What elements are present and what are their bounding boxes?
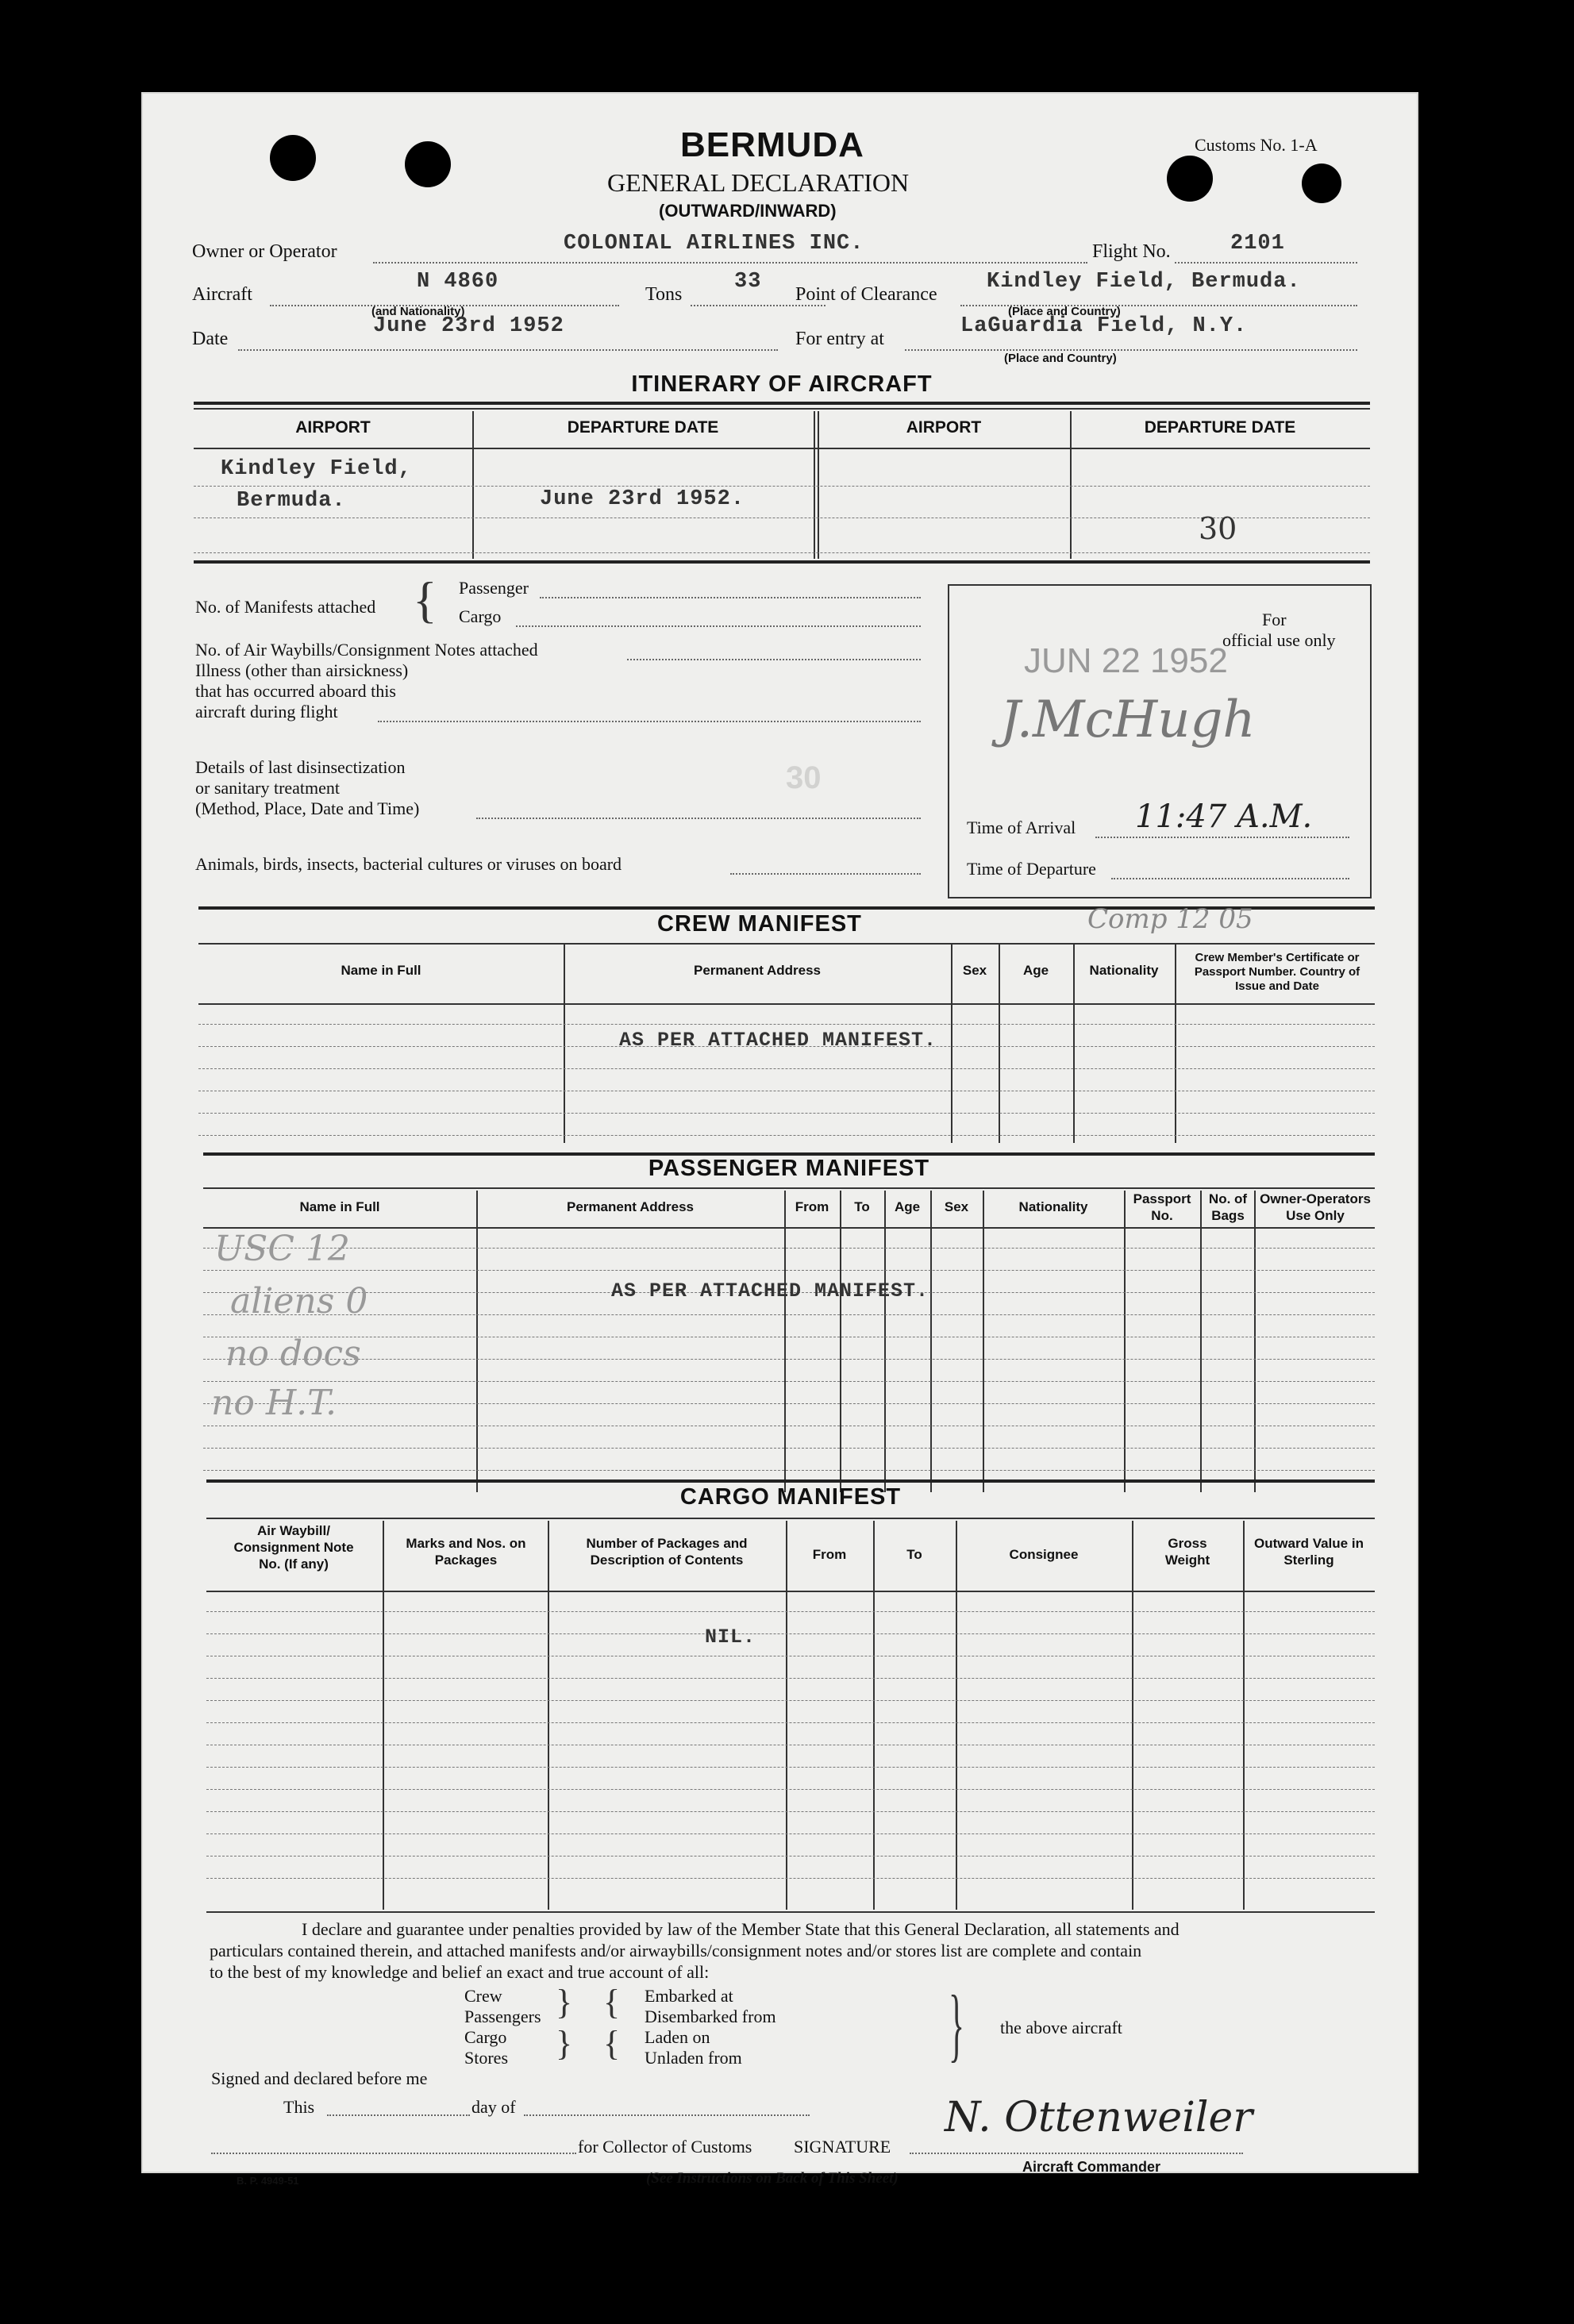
- crew-title: CREW MANIFEST: [657, 911, 862, 937]
- cargo-header-value: Outward Value in Sterling: [1254, 1536, 1364, 1568]
- cargo-title: CARGO MANIFEST: [679, 1484, 902, 1510]
- date-value: June 23rd 1952: [373, 314, 564, 338]
- cargo-header-consignee: Consignee: [1009, 1547, 1079, 1562]
- disinsect-label-1: Details of last disinsectization: [195, 757, 406, 777]
- waybills-label: No. of Air Waybills/Consignment Notes attached: [195, 640, 538, 660]
- commander-signature: N. Ottenweiler: [945, 2094, 1253, 2141]
- signed-label: Signed and declared before me: [211, 2068, 428, 2088]
- crew-body: AS PER ATTACHED MANIFEST.: [619, 1029, 937, 1052]
- itinerary-airport-1: Kindley Field,: [221, 457, 412, 481]
- owner-label: Owner or Operator: [192, 241, 337, 262]
- illness-label-2: that has occurred aboard this: [195, 681, 396, 701]
- itinerary-title: ITINERARY OF AIRCRAFT: [631, 371, 933, 397]
- collector-label: for Collector of Customs: [578, 2137, 752, 2157]
- itinerary-departure-1: June 23rd 1952.: [540, 487, 745, 511]
- crew-header-nationality: Nationality: [1089, 963, 1159, 978]
- crew-header-name: Name in Full: [341, 963, 421, 978]
- passenger-header-passport: Passport No.: [1133, 1191, 1191, 1223]
- owner-value: COLONIAL AIRLINES INC.: [564, 232, 864, 256]
- date-label: Date: [192, 329, 229, 349]
- signature-label: SIGNATURE: [794, 2137, 891, 2157]
- passenger-header-to: To: [854, 1199, 870, 1214]
- brace-icon: }: [948, 1979, 964, 2070]
- passenger-note-1: USC 12: [214, 1229, 350, 1269]
- declaration-form: [143, 94, 1417, 2187]
- clearance-value: Kindley Field, Bermuda.: [987, 270, 1301, 294]
- decl-laden: Laden on: [645, 2027, 710, 2047]
- decl-cargo: Cargo: [464, 2027, 507, 2047]
- illness-label-1: Illness (other than airsickness): [195, 660, 409, 680]
- passenger-note-4: no H.T.: [211, 1383, 337, 1423]
- form-number: Customs No. 1-A: [1195, 135, 1318, 155]
- brace-icon: }: [556, 2024, 573, 2063]
- manifest-cargo: Cargo: [459, 606, 502, 626]
- crew-header-address: Permanent Address: [694, 963, 821, 978]
- form-code: B. P. 4949-51: [237, 2175, 299, 2187]
- this-label: This: [283, 2097, 315, 2117]
- flight-value: 2101: [1230, 232, 1285, 256]
- official-label-1: For: [1262, 610, 1287, 629]
- nationality-note: (and Nationality): [371, 305, 465, 318]
- itinerary-airport-1b: Bermuda.: [237, 489, 346, 513]
- passenger-header-sex: Sex: [944, 1199, 969, 1214]
- passenger-note-2: aliens 0: [230, 1281, 368, 1322]
- cargo-header-weight: Gross Weight: [1164, 1536, 1210, 1568]
- punch-hole: [405, 141, 451, 187]
- crew-header-certificate: Crew Member's Certificate or Passport Number. Country of Issue and Date: [1194, 951, 1360, 993]
- cargo-header-from: From: [812, 1547, 847, 1562]
- illness-label-3: aircraft during flight: [195, 702, 338, 721]
- entry-label: For entry at: [795, 329, 884, 349]
- cargo-header-waybill: Air Waybill/ Consignment Note No. (If any): [233, 1523, 354, 1572]
- decl-embarked: Embarked at: [645, 1986, 733, 2006]
- crew-header-age: Age: [1022, 963, 1049, 978]
- passenger-header-name: Name in Full: [299, 1199, 380, 1214]
- cargo-body: NIL.: [705, 1626, 756, 1649]
- cargo-header-packages: Number of Packages and Description of Contents: [586, 1536, 748, 1568]
- place-note-clearance: (Place and Country): [1008, 305, 1121, 318]
- decl-crew: Crew: [464, 1986, 502, 2006]
- disinsect-label-3: (Method, Place, Date and Time): [195, 798, 420, 818]
- punch-hole: [1167, 156, 1213, 202]
- passenger-header-age: Age: [894, 1199, 921, 1214]
- declaration-line-2: particulars contained therein, and attached manifests and/or airwaybills/consignment notes and/or stores list are complete and contain: [210, 1941, 1142, 1960]
- disinsect-label-2: or sanitary treatment: [195, 778, 341, 798]
- passenger-header-address: Permanent Address: [567, 1199, 694, 1214]
- decl-passengers: Passengers: [464, 2007, 541, 2026]
- aircraft-label: Aircraft: [192, 284, 252, 305]
- manifest-passenger: Passenger: [459, 578, 529, 598]
- passenger-header-nationality: Nationality: [1018, 1199, 1088, 1214]
- passenger-body: AS PER ATTACHED MANIFEST.: [611, 1279, 929, 1302]
- cargo-header-to: To: [906, 1547, 922, 1562]
- decl-disembarked: Disembarked from: [645, 2007, 776, 2026]
- clearance-label: Point of Clearance: [795, 284, 937, 305]
- official-signature: J.McHugh: [1000, 691, 1256, 749]
- place-note-entry: (Place and Country): [1004, 352, 1117, 365]
- declaration-line-3: to the best of my knowledge and belief an exact and true account of all:: [210, 1962, 710, 1982]
- crew-handnote: Comp 12 05: [1087, 903, 1253, 935]
- cargo-header-marks: Marks and Nos. on Packages: [406, 1536, 526, 1568]
- itinerary-header-departure-2: DEPARTURE DATE: [1144, 418, 1296, 437]
- aircraft-value: N 4860: [417, 270, 499, 294]
- decl-above-aircraft: the above aircraft: [1000, 2018, 1122, 2037]
- entry-value: LaGuardia Field, N.Y.: [960, 314, 1248, 338]
- tons-value: 33: [734, 270, 762, 294]
- punch-hole: [1302, 164, 1341, 203]
- declaration-line-1: I declare and guarantee under penalties provided by law of the Member State that this General Declaration, all statements and: [302, 1919, 1180, 1939]
- passenger-header-bags: No. of Bags: [1208, 1191, 1248, 1223]
- itinerary-header-airport: AIRPORT: [295, 418, 371, 437]
- instructions-note: (See Instructions on Back of This Sheet): [646, 2170, 899, 2187]
- decl-stores: Stores: [464, 2048, 508, 2068]
- form-direction: (OUTWARD/INWARD): [659, 201, 837, 221]
- animals-label: Animals, birds, insects, bacterial cultures or viruses on board: [195, 854, 622, 874]
- form-title: BERMUDA: [680, 125, 864, 164]
- passenger-header-owner: Owner-Operators Use Only: [1260, 1191, 1371, 1223]
- passenger-title: PASSENGER MANIFEST: [648, 1156, 930, 1181]
- commander-label: Aircraft Commander: [1022, 2159, 1161, 2175]
- form-subtitle: GENERAL DECLARATION: [607, 168, 910, 197]
- arrival-label: Time of Arrival: [967, 818, 1076, 837]
- passenger-header-from: From: [795, 1199, 829, 1214]
- decl-unladen: Unladen from: [645, 2048, 742, 2068]
- departure-time-label: Time of Departure: [967, 859, 1096, 879]
- faint-stamp: 30: [786, 760, 822, 795]
- punch-hole: [270, 135, 316, 181]
- brace-icon: {: [603, 2024, 621, 2063]
- passenger-note-3: no docs: [225, 1333, 361, 1374]
- date-stamp: JUN 22 1952: [1024, 641, 1228, 680]
- brace-icon: {: [413, 571, 437, 628]
- itinerary-header-airport-2: AIRPORT: [906, 418, 982, 437]
- crew-header-sex: Sex: [962, 963, 987, 978]
- itinerary-header-departure: DEPARTURE DATE: [567, 418, 719, 437]
- tons-label: Tons: [645, 284, 683, 305]
- day-of-label: day of: [471, 2097, 516, 2117]
- official-label-2: official use only: [1222, 630, 1336, 650]
- brace-icon: }: [556, 1983, 573, 2022]
- brace-icon: {: [603, 1983, 621, 2022]
- arrival-value: 11:47 A.M.: [1135, 798, 1313, 835]
- itinerary-handwritten: 30: [1199, 511, 1237, 546]
- manifests-label: No. of Manifests attached: [195, 597, 376, 617]
- flight-label: Flight No.: [1092, 241, 1171, 262]
